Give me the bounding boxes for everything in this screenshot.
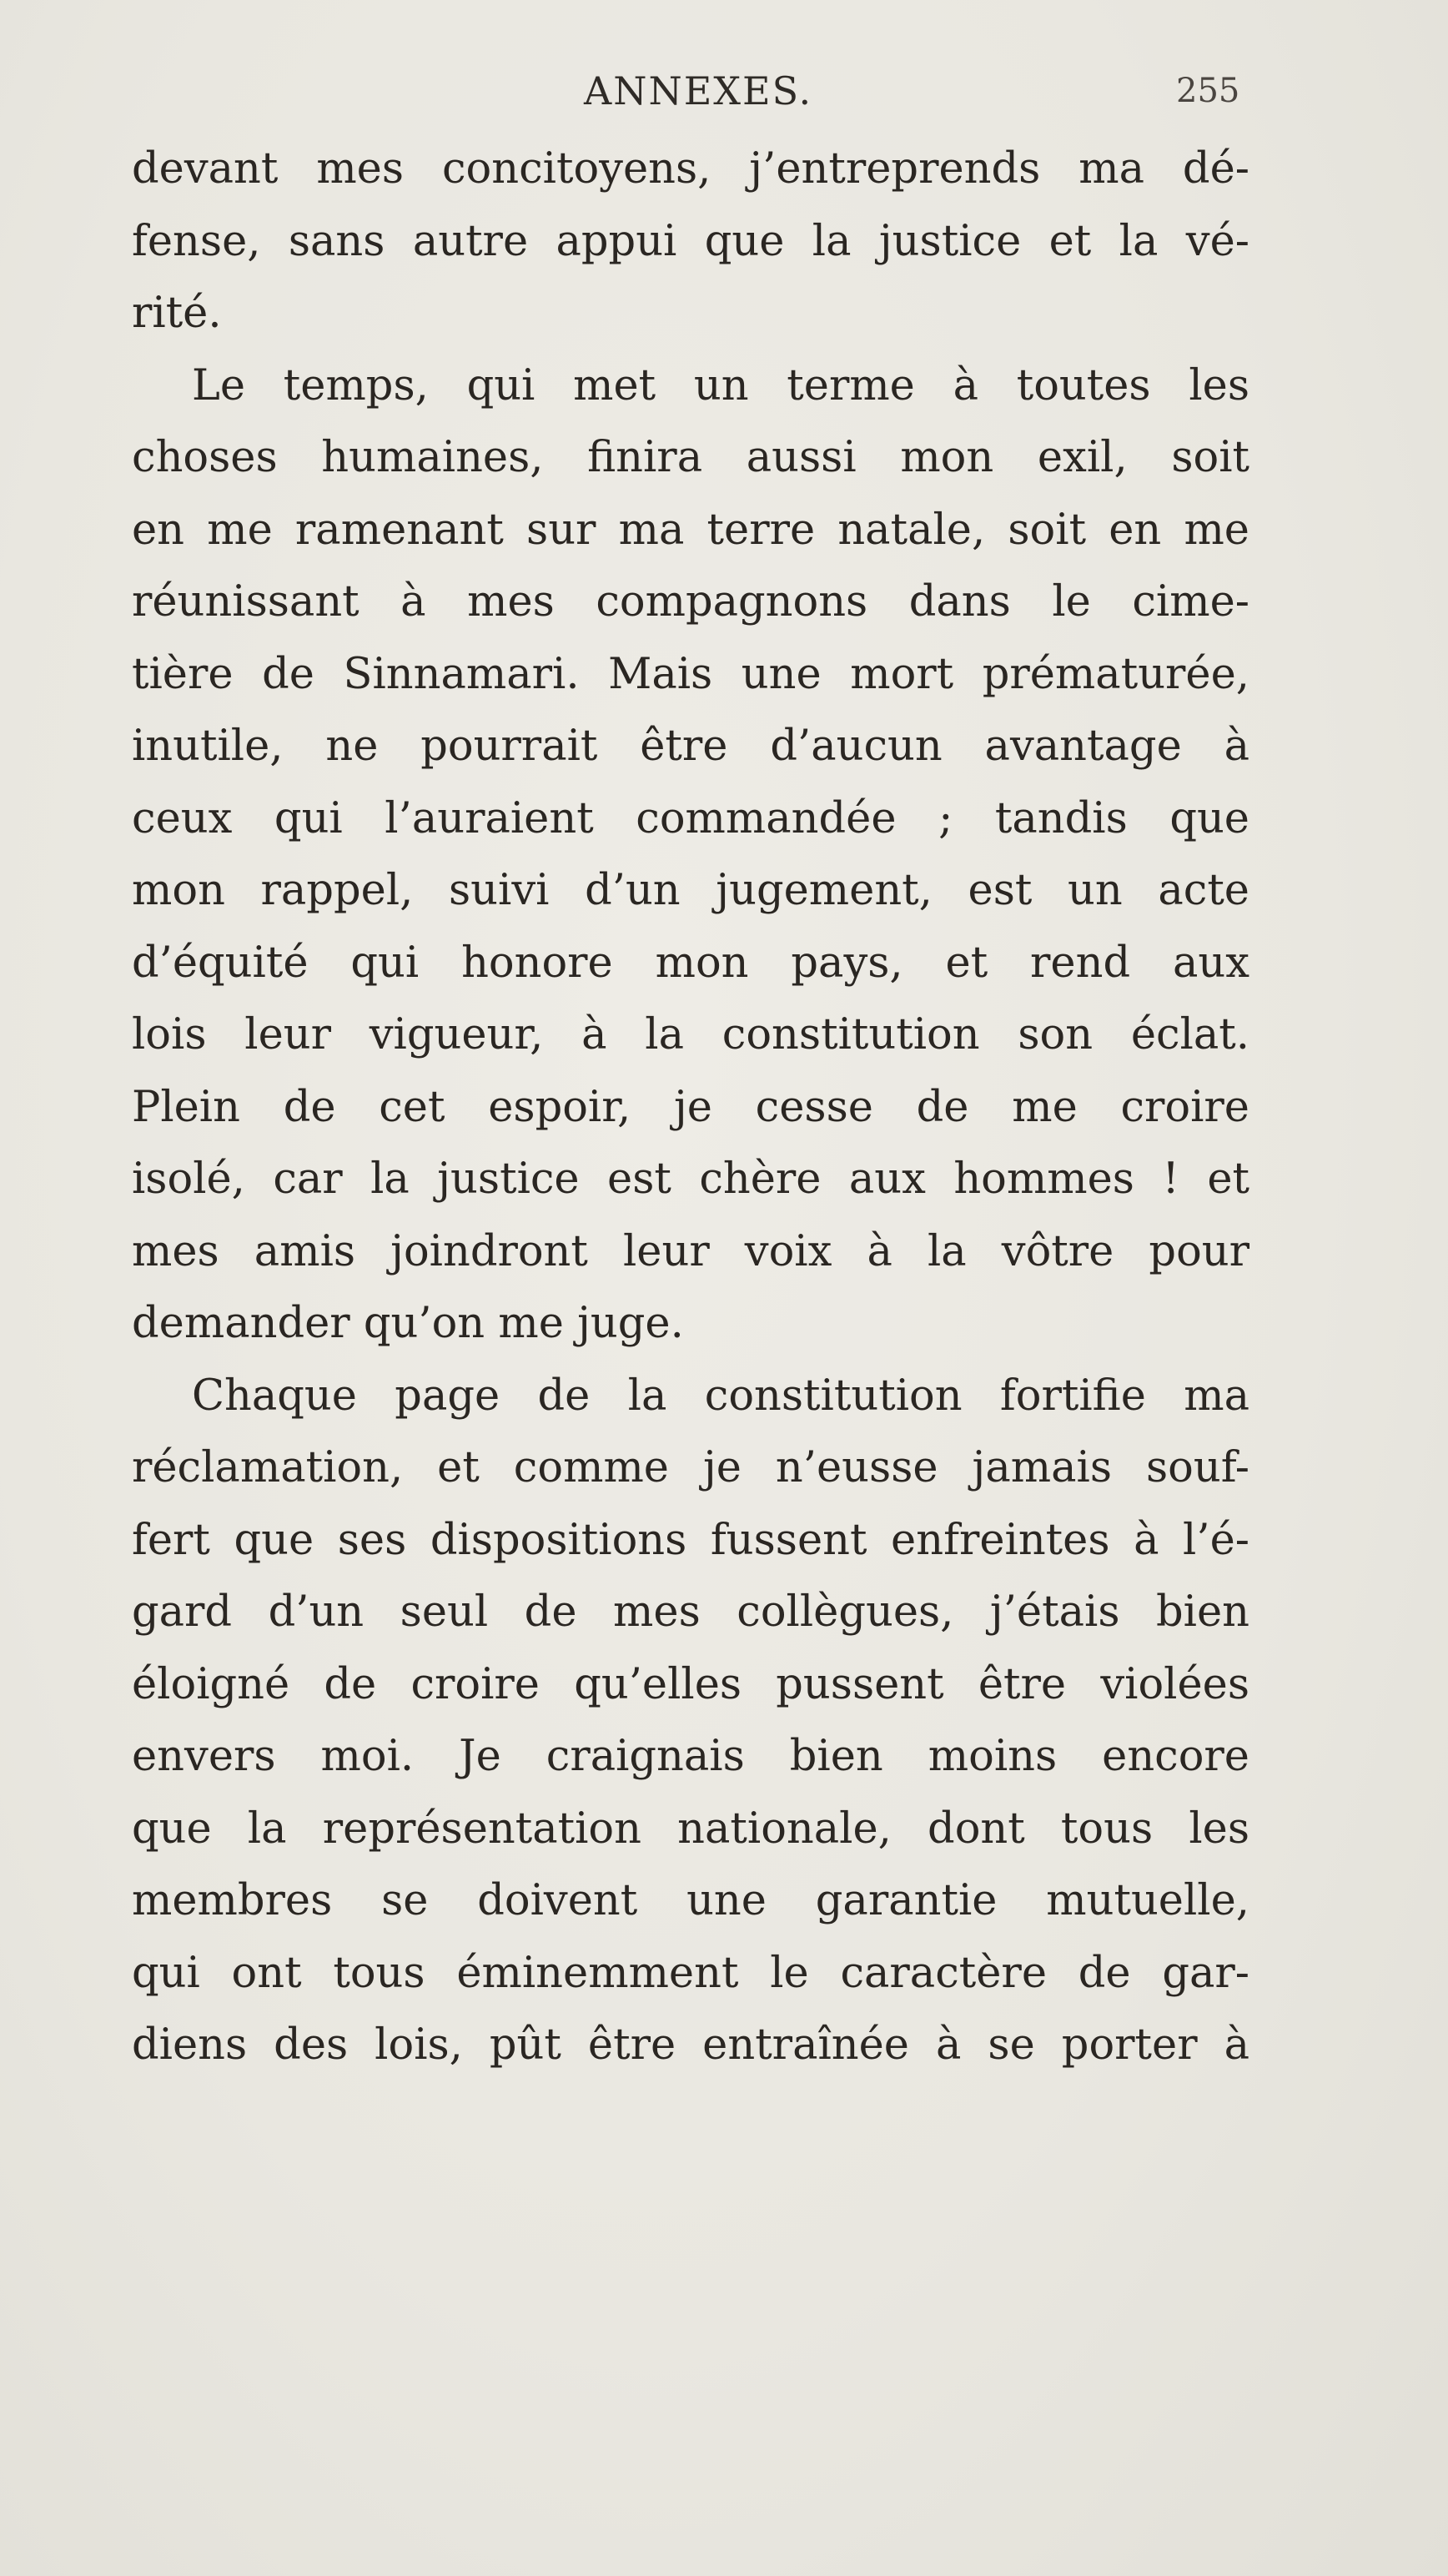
text-line: choses humaines, finira aussi mon exil, soit <box>132 433 1249 482</box>
text-line: rité. <box>132 289 222 338</box>
text-line: éloigné de croire qu’elles pussent être violées <box>132 1659 1249 1709</box>
text-line: gard d’un seul de mes collègues, j’étais bien <box>132 1587 1249 1637</box>
text-line: membres se doivent une garantie mutuelle, <box>132 1876 1249 1925</box>
text-line: diens des lois, pût être entraînée à se porter à <box>132 2020 1249 2070</box>
running-head-title: ANNEXES. <box>584 68 813 113</box>
running-head <box>0 68 1448 127</box>
text-line: réunissant à mes compagnons dans le cime- <box>132 577 1249 626</box>
text-line: demander qu’on me juge. <box>132 1299 684 1348</box>
text-line: devant mes concitoyens, j’entreprends ma dé- <box>132 144 1249 194</box>
text-line: Chaque page de la constitution fortifie ma <box>192 1371 1249 1421</box>
text-line: isolé, car la justice est chère aux hommes ! et <box>132 1155 1249 1204</box>
text-line: ceux qui l’auraient commandée ; tandis que <box>132 793 1249 843</box>
text-line: tière de Sinnamari. Mais une mort prématurée, <box>132 649 1249 699</box>
text-line: fense, sans autre appui que la justice et la vé- <box>132 216 1249 266</box>
text-line: en me ramenant sur ma terre natale, soit en me <box>132 505 1249 555</box>
text-line: mes amis joindront leur voix à la vôtre pour <box>132 1226 1249 1276</box>
page-number: 255 <box>1176 72 1240 110</box>
text-line: Le temps, qui met un terme à toutes les <box>192 360 1249 410</box>
text-line: mon rappel, suivi d’un jugement, est un acte <box>132 866 1249 915</box>
text-line: inutile, ne pourrait être d’aucun avantage à <box>132 722 1249 771</box>
text-line: que la représentation nationale, dont tous les <box>132 1804 1249 1854</box>
text-line: réclamation, et comme je n’eusse jamais souf- <box>132 1443 1249 1492</box>
text-line: d’équité qui honore mon pays, et rend aux <box>132 938 1249 988</box>
text-line: fert que ses dispositions fussent enfreintes à l’é- <box>132 1515 1249 1565</box>
body-text <box>132 133 1249 2082</box>
text-line: envers moi. Je craignais bien moins encore <box>132 1732 1249 1781</box>
text-line: Plein de cet espoir, je cesse de me croire <box>132 1082 1249 1132</box>
text-line: lois leur vigueur, à la constitution son éclat. <box>132 1010 1249 1059</box>
text-line: qui ont tous éminemment le caractère de gar- <box>132 1948 1249 1998</box>
